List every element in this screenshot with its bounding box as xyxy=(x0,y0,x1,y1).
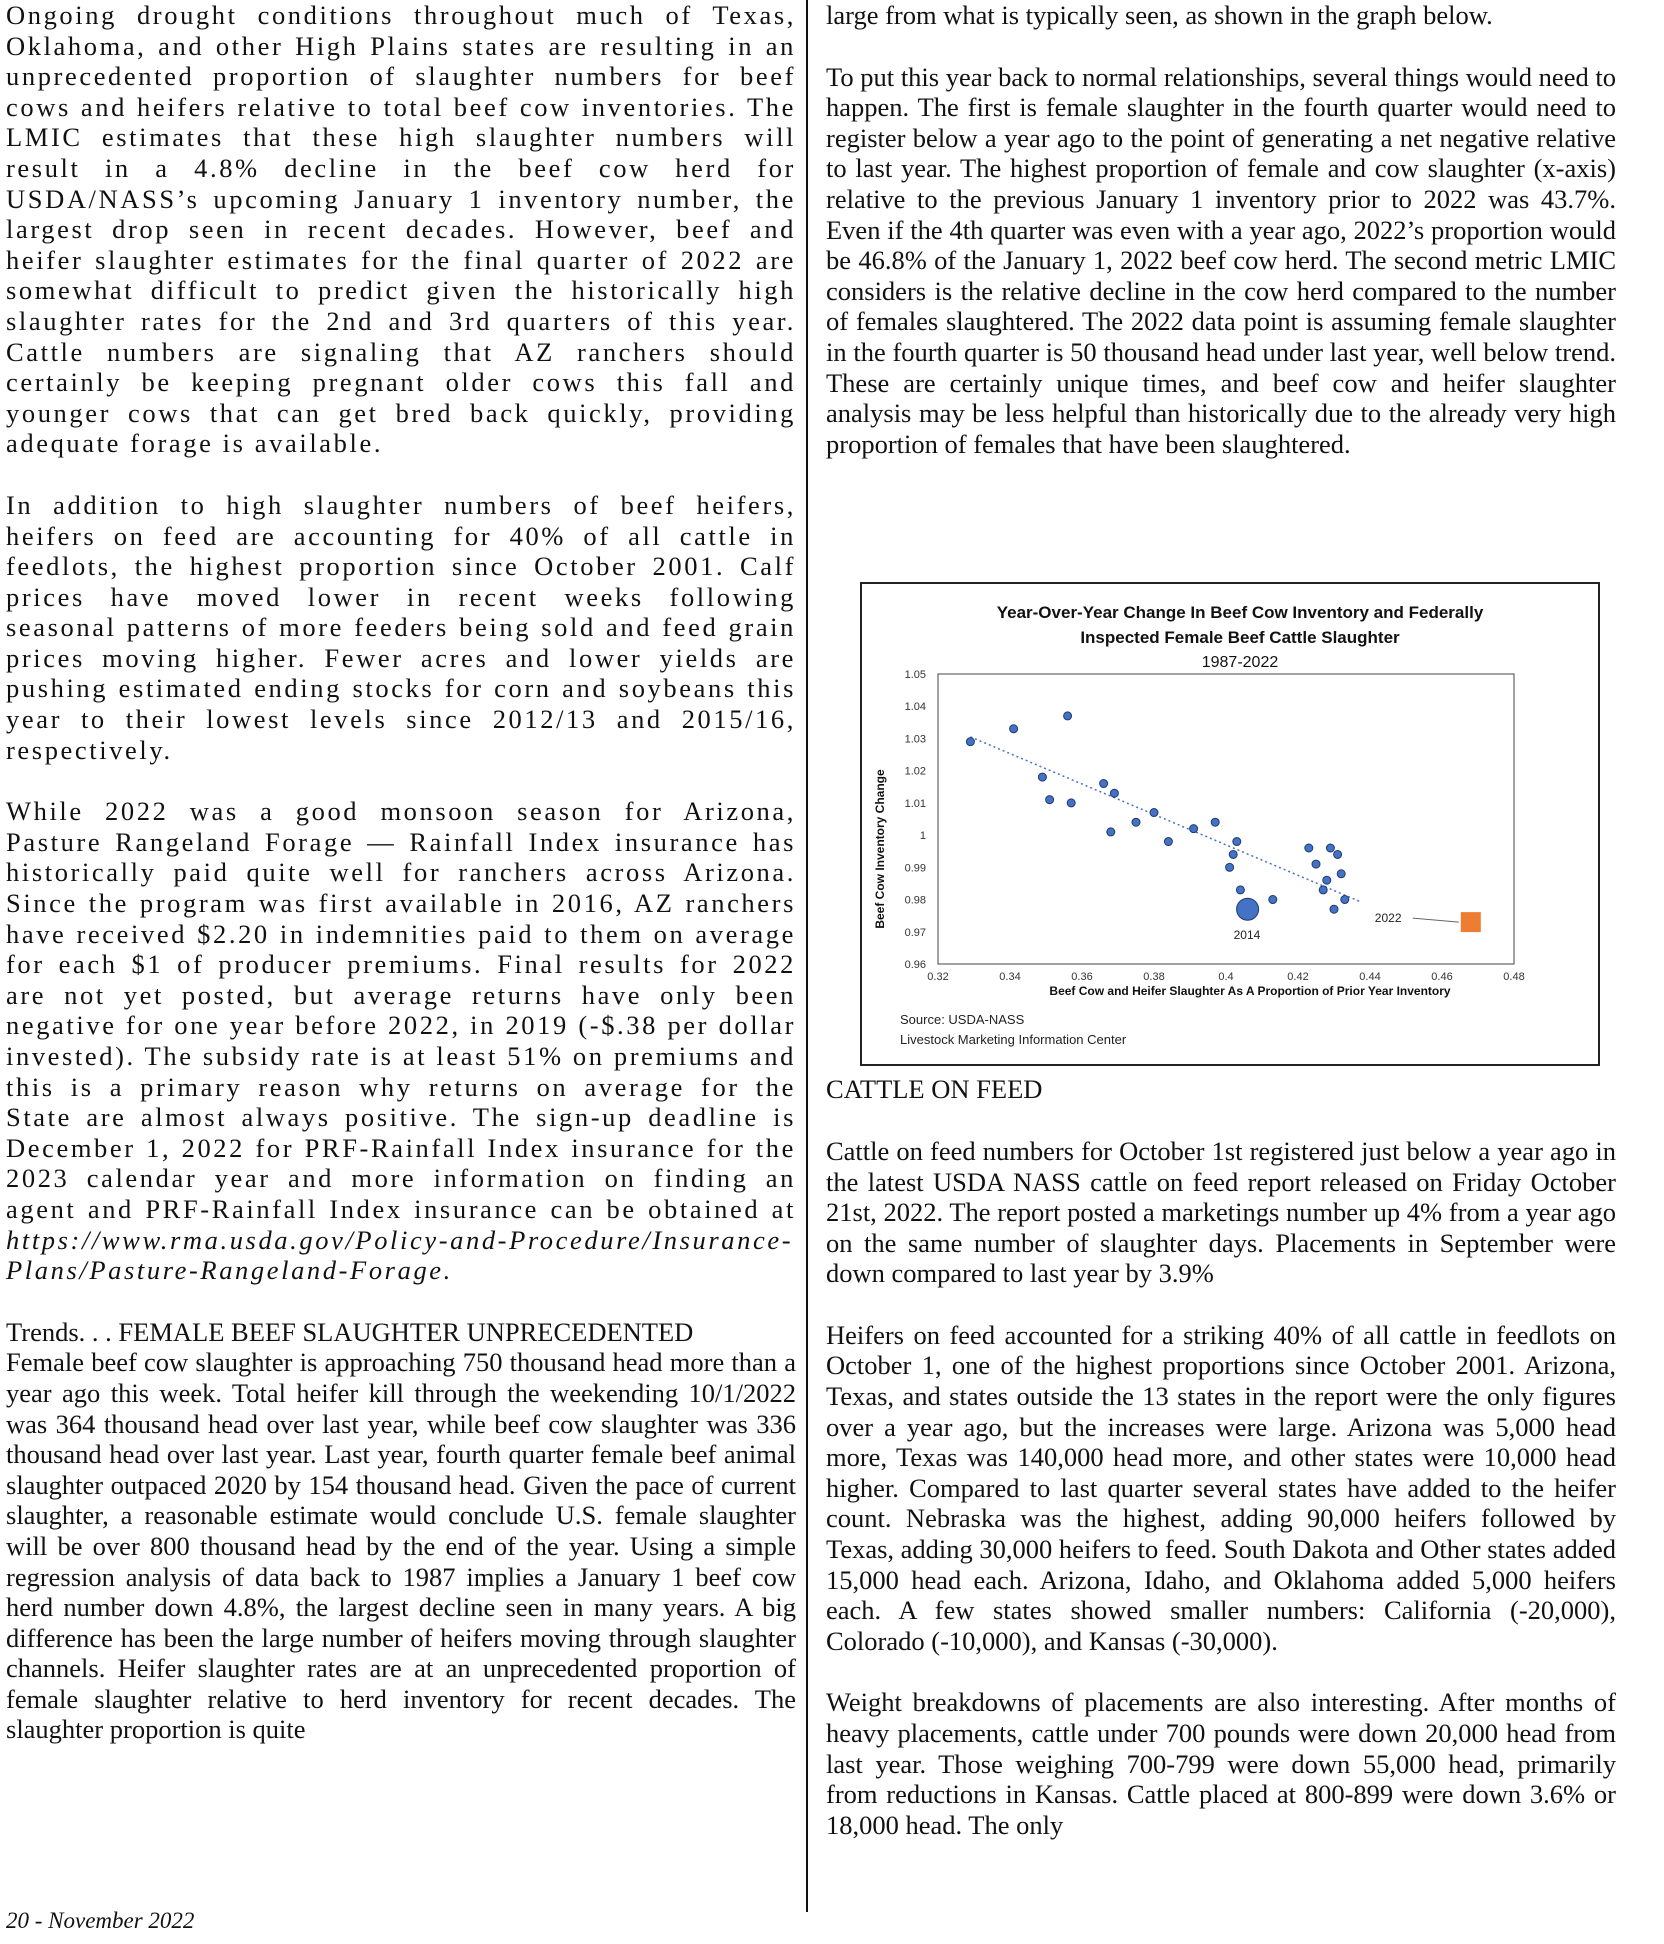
plot-border xyxy=(938,674,1514,964)
cattle-on-feed-paragraph: Cattle on feed numbers for October 1st registered just below a year ago in the latest USDA NASS cattle on feed report released on Friday October 21st, 2022. The report posted a marketings number up 4% from a year ago on the same number of slaughter days. Placements in September were down compared to last year by 3.9% xyxy=(826,1135,1616,1289)
data-point xyxy=(1323,876,1331,884)
weight-breakdown-paragraph: Weight breakdowns of placements are also interesting. After months of heavy placements, cattle under 700 pounds were down 20,000 head from last year. Those weighing 700-799 were down 55,000 head, primarily from reductions in Kansas. Cattle placed at 800-899 were down 3.6% or 18,000 head. The only xyxy=(826,1687,1616,1840)
data-point xyxy=(1334,850,1342,858)
x-tick-label: 0.42 xyxy=(1287,971,1309,983)
page-footer: 20 - November 2022 xyxy=(6,1908,195,1933)
data-point xyxy=(1067,799,1075,807)
label-2022: 2022 xyxy=(1374,911,1402,926)
heifers-feed-paragraph: Heifers on feed accounted for a striking 40% of all cattle in feedlots on October 1, one of the highest proportions since October 2001. Arizona, Texas, and states outside the 13 states in the report were the only figures over a year ago, but the increases were large. Arizona was 5,000 head more, Texas was 140,000 head more, and other states were 10,000 head higher. Compared to last quarter several states have added to the heifer count. Nebraska was the highest, adding 90,000 heifers followed by Texas, adding 30,000 heifers to feed. South Dakota and Other states added 15,000 head each. Arizona, Idaho, and Oklahoma added 5,000 heifers each. A few states showed smaller numbers: California (-20,000), Colorado (-10,000), and Kansas (-30,000). xyxy=(826,1319,1616,1656)
label-2014: 2014 xyxy=(1233,928,1261,943)
y-tick-label: 1.01 xyxy=(904,797,926,810)
x-tick-label: 0.44 xyxy=(1359,971,1381,983)
data-point xyxy=(1010,725,1018,733)
chart-title-line1: Year-Over-Year Change In Beef Cow Inventory and Federally xyxy=(996,603,1484,622)
x-tick-label: 0.38 xyxy=(1143,971,1165,983)
trendline xyxy=(970,737,1359,901)
chart-title-line2: Inspected Female Beef Cattle Slaughter xyxy=(1080,628,1400,647)
data-point xyxy=(1046,796,1054,804)
data-point xyxy=(1226,863,1234,871)
x-tick-label: 0.48 xyxy=(1503,971,1525,983)
x-tick-label: 0.32 xyxy=(927,971,949,983)
cattle-on-feed-heading: CATTLE ON FEED xyxy=(826,1074,1043,1105)
data-point xyxy=(1110,789,1118,797)
y-tick-label: 0.97 xyxy=(904,926,926,939)
leader-2022 xyxy=(1413,918,1459,922)
left-column xyxy=(6,0,796,1776)
data-point xyxy=(1038,773,1046,781)
source-line1: Source: USDA-NASS xyxy=(900,1012,1025,1027)
drought-paragraph: Ongoing drought conditions throughout much of Texas, Oklahoma, and other High Plains states are resulting in an unprecedented proportion of slaughter numbers for beef cows and heifers relative to total beef cow inventories. The LMIC estimates that these high slaughter numbers will result in a 4.8% decline in the beef cow herd for USDA/NASS’s upcoming January 1 inventory number, the largest drop seen in recent decades. However, beef and heifer slaughter estimates for the final quarter of 2022 are somewhat difficult to predict given the historically high slaughter rates for the 2nd and 3rd quarters of this year. Cattle numbers are signaling that AZ ranchers should certainly be keeping pregnant older cows this fall and younger cows that can get bred back quickly, providing adequate forage is available. xyxy=(6,0,796,459)
data-point xyxy=(1305,844,1313,852)
x-tick-label: 0.4 xyxy=(1218,971,1234,983)
y-tick-label: 1.05 xyxy=(904,669,926,681)
plot-area xyxy=(905,669,1525,983)
data-point xyxy=(1107,828,1115,836)
heifers-on-feed-paragraph: In addition to high slaughter numbers of beef heifers, heifers on feed are accounting for 40% of all cattle in feedlots, the highest proportion since October 2001. Calf prices have moved lower in recent weeks following seasonal patterns of more feeders being sold and feed grain prices moving higher. Fewer acres and lower yields are pushing estimated ending stocks for corn and soybeans this year to their lowest levels since 2012/13 and 2015/16, respectively. xyxy=(6,489,796,765)
y-tick-label: 1 xyxy=(919,830,926,843)
y-tick-label: 0.96 xyxy=(904,959,926,971)
data-point xyxy=(966,738,974,746)
y-tick-label: 1.03 xyxy=(904,733,926,746)
data-point xyxy=(1064,712,1072,720)
data-point xyxy=(1319,886,1327,894)
data-point xyxy=(1326,844,1334,852)
data-point xyxy=(1229,850,1237,858)
column-divider xyxy=(806,0,808,1912)
data-point xyxy=(1269,896,1277,904)
x-tick-label: 0.36 xyxy=(1071,971,1093,983)
data-point xyxy=(1100,780,1108,788)
x-tick-label: 0.34 xyxy=(999,971,1021,983)
data-point xyxy=(1211,818,1219,826)
x-axis-label: Beef Cow and Heifer Slaughter As A Proportion of Prior Year Inventory xyxy=(1049,984,1451,998)
normal-relationships-paragraph: To put this year back to normal relationships, several things would need to happen. The first is female slaughter in the fourth quarter would need to register below a year ago to the point of generating a net negative relative to last year. The highest proportion of female and cow slaughter (x-axis) relative to the previous January 1 inventory prior to 2022 was 43.7%. Even if the 4th quarter was even with a year ago, 2022’s proportion would be 46.8% of the January 1, 2022 beef cow herd. The second metric LMIC considers is the relative decline in the cow herd compared to the number of females slaughtered. The 2022 data point is assuming female slaughter in the fourth quarter is 50 thousand head under last year, well below trend. These are certainly unique times, and beef cow and heifer slaughter analysis may be less helpful than historically due to the already very high proportion of females that have been slaughtered. xyxy=(826,61,1616,459)
data-point xyxy=(1132,818,1140,826)
x-tick-label: 0.46 xyxy=(1431,971,1453,983)
prf-insurance-paragraph xyxy=(6,796,796,1286)
data-point xyxy=(1236,886,1244,894)
data-point xyxy=(1164,838,1172,846)
y-tick-label: 0.98 xyxy=(904,894,926,907)
data-point xyxy=(1312,860,1320,868)
chart-svg xyxy=(862,584,1598,1064)
data-point xyxy=(1190,825,1198,833)
scatter-chart xyxy=(860,582,1600,1066)
point-2022 xyxy=(1461,912,1481,932)
data-point xyxy=(1330,905,1338,913)
data-point xyxy=(1341,896,1349,904)
data-point xyxy=(1150,809,1158,817)
prf-insurance-text: While 2022 was a good monsoon season for Arizona, Pasture Rangeland Forage — Rainfall Index insurance has historically paid quite well for ranchers across Arizona. Since the program was first available in 2016, AZ ranchers have received $2.20 in indemnities paid to them on average for each $1 of producer premiums. Final results for 2022 are not yet posted, but average returns have only been negative for one year before 2022, in 2019 (-$.38 per dollar invested). The subsidy rate is at least 51% on premiums and this is a primary reason why returns on average for the State are almost always positive. The sign-up deadline is December 1, 2022 for PRF-Rainfall Index insurance for the 2023 calendar year and more information on finding an agent and PRF-Rainfall Index insurance can be obtained at xyxy=(6,796,796,1224)
y-tick-label: 1.04 xyxy=(904,701,926,714)
chart-subtitle: 1987-2022 xyxy=(1201,654,1279,671)
y-tick-label: 0.99 xyxy=(904,862,926,875)
y-axis-label: Beef Cow Inventory Change xyxy=(873,769,887,929)
graph-intro-paragraph: large from what is typically seen, as shown in the graph below. xyxy=(826,0,1493,30)
data-point xyxy=(1337,870,1345,878)
y-tick-label: 1.02 xyxy=(904,765,926,778)
point-2014 xyxy=(1237,898,1259,920)
rma-link[interactable]: https://www.rma.usda.gov/Policy-and-Procedure/Insurance-Plans/Pasture-Rangeland-Forage. xyxy=(6,1224,794,1286)
source-line2: Livestock Marketing Information Center xyxy=(900,1032,1127,1047)
female-slaughter-paragraph: Female beef cow slaughter is approaching 750 thousand head more than a year ago this week. Total heifer kill through the weekending 10/1/2022 was 364 thousand head over last year, while beef cow slaughter was 336 thousand head over last year. Last year, fourth quarter female beef animal slaughter outpaced 2020 by 154 thousand head. Given the pace of current slaughter, a reasonable estimate would conclude U.S. female slaughter will be over 800 thousand head by the end of the year. Using a simple regression analysis of data back to 1987 implies a January 1 beef cow herd number down 4.8%, the largest decline seen in many years. A big difference has been the large number of heifers moving through slaughter channels. Heifer slaughter rates are at an unprecedented proportion of female slaughter relative to herd inventory for recent decades. The slaughter proportion is quite xyxy=(6,1347,796,1745)
data-point xyxy=(1233,838,1241,846)
trends-heading: Trends. . . FEMALE BEEF SLAUGHTER UNPRECEDENTED xyxy=(6,1316,694,1347)
